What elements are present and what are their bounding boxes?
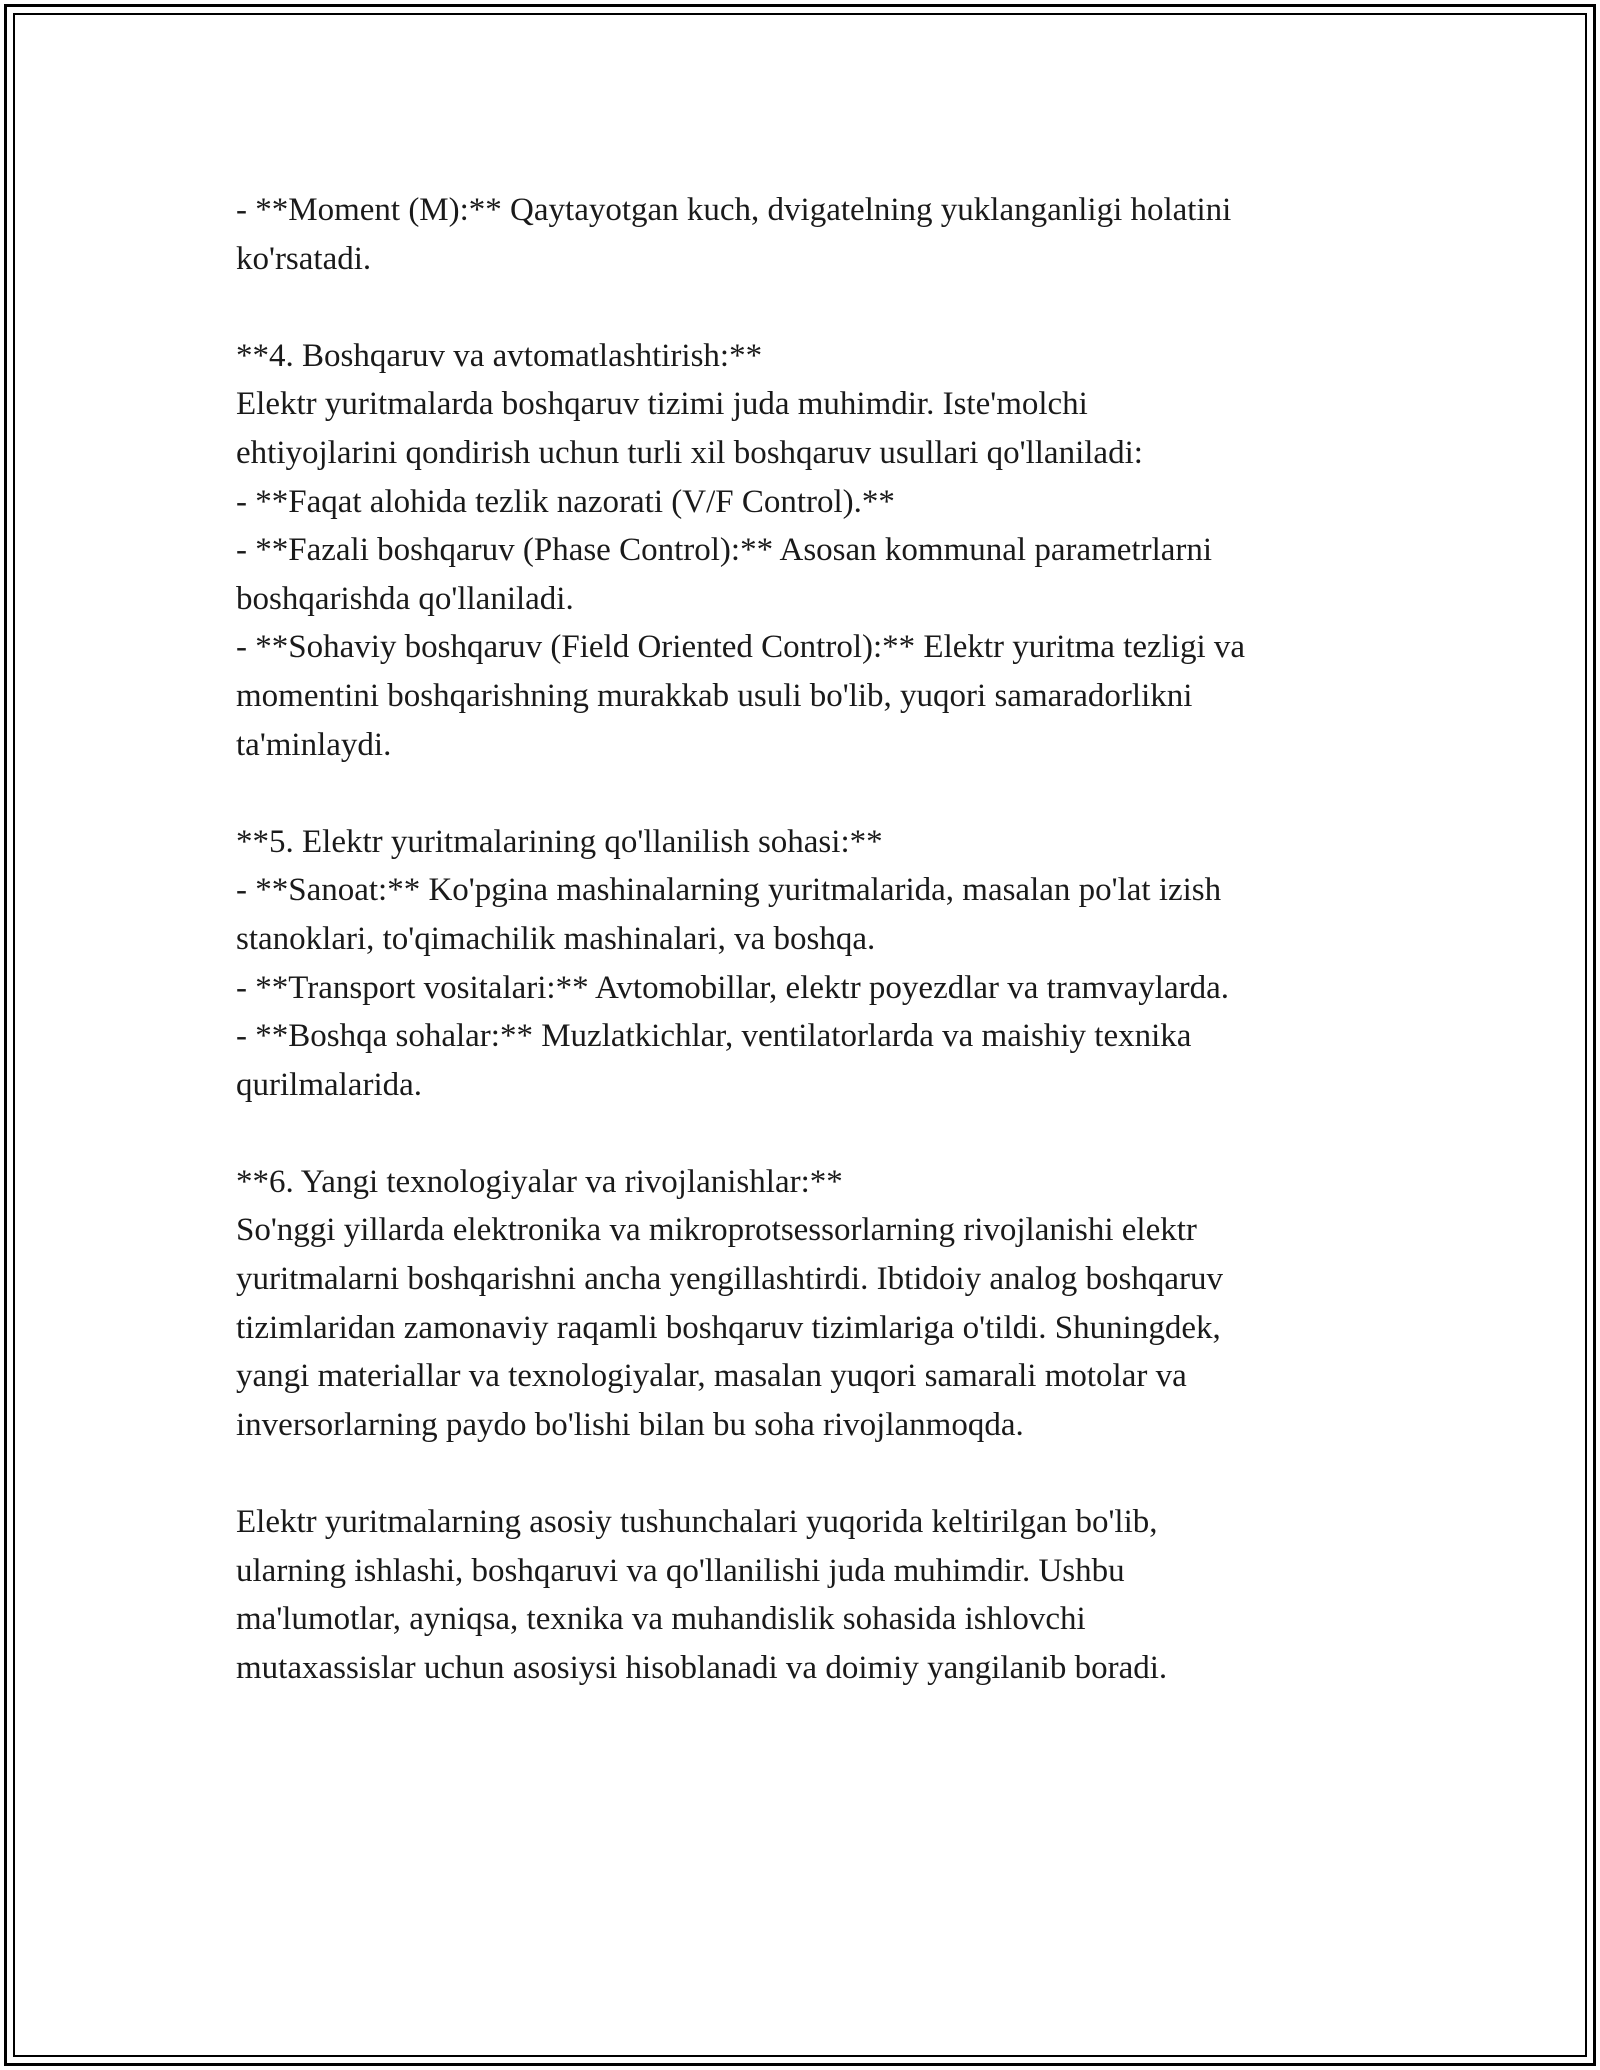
text-line: - **Sohaviy boshqaruv (Field Oriented Control):** Elektr yuritma tezligi va [236,629,1246,666]
text-line: ehtiyojlarini qondirish uchun turli xil boshqaruv usullari qo'llaniladi: [236,434,1143,471]
text-line: stanoklari, to'qimachilik mashinalari, va boshqa. [236,920,876,957]
text-line: Elektr yuritmalarda boshqaruv tizimi juda muhimdir. Iste'molchi [236,386,1088,423]
text-line: yangi materiallar va texnologiyalar, masalan yuqori samarali motolar va [236,1358,1187,1395]
text-line: boshqarishda qo'llaniladi. [236,580,574,617]
blank-line [236,769,1366,818]
text-line: qurilmalarida. [236,1066,423,1103]
text-line: inversorlarning paydo bo'lishi bilan bu soha rivojlanmoqda. [236,1406,1024,1443]
text-line: momentini boshqarishning murakkab usuli bo'lib, yuqori samaradorlikni [236,677,1193,714]
document-body [236,186,1366,1692]
text-line: yuritmalarni boshqarishni ancha yengillashtirdi. Ibtidoiy analog boshqaruv [236,1261,1224,1298]
text-line: - **Faqat alohida tezlik nazorati (V/F Control).** [236,483,895,520]
section-heading-4: **4. Boshqaruv va avtomatlashtirish:** [236,337,763,374]
text-line: So'nggi yillarda elektronika va mikroprotsessorlarning rivojlanishi elektr [236,1212,1197,1249]
text-line: - **Boshqa sohalar:** Muzlatkichlar, ventilatorlarda va maishiy texnika [236,1018,1192,1055]
text-line: - **Transport vositalari:** Avtomobillar, elektr poyezdlar va tramvaylarda. [236,969,1229,1006]
text-line: mutaxassislar uchun asosiysi hisoblanadi va doimiy yangilanib boradi. [236,1649,1168,1686]
section-heading-5: **5. Elektr yuritmalarining qo'llanilish sohasi:** [236,823,883,860]
blank-line [236,283,1366,332]
text-line: ta'minlaydi. [236,726,392,763]
blank-line [236,1109,1366,1158]
text-line: - **Moment (M):** Qaytayotgan kuch, dvigatelning yuklanganligi holatini [236,192,1232,228]
text-line: Elektr yuritmalarning asosiy tushunchalari yuqorida keltirilgan bo'lib, [236,1504,1158,1541]
text-line: ularning ishlashi, boshqaruvi va qo'llanilishi juda muhimdir. Ushbu [236,1552,1125,1589]
text-line: tizimlaridan zamonaviy raqamli boshqaruv tizimlariga o'tildi. Shuningdek, [236,1309,1221,1346]
blank-line [236,1449,1366,1498]
text-line: ma'lumotlar, ayniqsa, texnika va muhandislik sohasida ishlovchi [236,1601,1086,1638]
text-line: - **Fazali boshqaruv (Phase Control):** Asosan kommunal parametrlarni [236,532,1213,569]
text-line: - **Sanoat:** Ko'pgina mashinalarning yuritmalarida, masalan po'lat izish [236,872,1222,909]
text-line: ko'rsatadi. [236,240,372,277]
section-heading-6: **6. Yangi texnologiyalar va rivojlanishlar:** [236,1163,843,1200]
